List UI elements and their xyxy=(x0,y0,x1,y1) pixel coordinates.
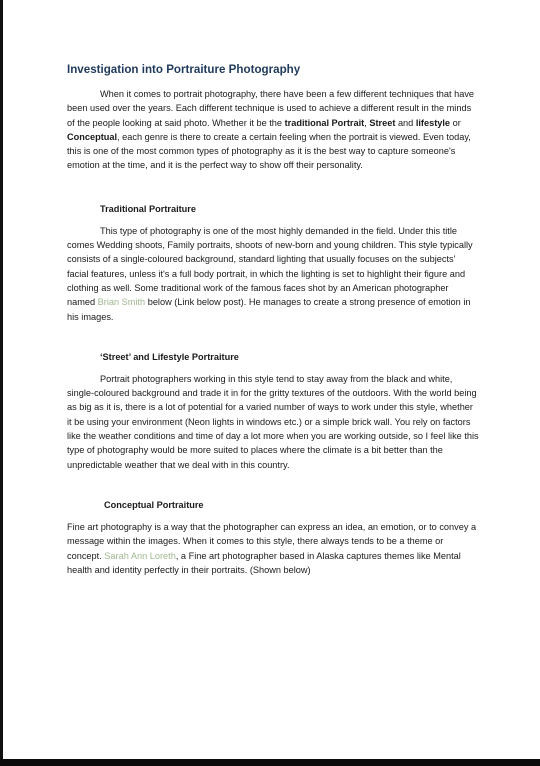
traditional-paragraph xyxy=(67,224,479,324)
intro-text-1: When it comes to portrait photography, there have been a few different techniques that have been used over the years. Each different technique is used to achieve a different result in the minds of the people looking at said photo. Whether it be the xyxy=(67,89,475,128)
document-page xyxy=(67,62,479,577)
intro-paragraph xyxy=(67,87,479,173)
section-heading-traditional: Traditional Portraiture xyxy=(100,203,196,214)
traditional-text-2: below (Link below post). He manages to create a strong presence of emotion in his images. xyxy=(67,297,471,322)
link-brian-smith[interactable]: Brian Smith xyxy=(97,297,146,308)
conceptual-text-2: , a Fine art photographer based in Alaska captures themes like Mental health and identity perfectly in their portraits. (Shown below) xyxy=(67,550,461,575)
link-sarah-ann-loreth[interactable]: Sarah Ann Loreth xyxy=(104,550,176,561)
street-paragraph: Portrait photographers working in this style tend to stay away from the black and white, single-coloured background and trade it in for the gritty textures of the outdoors. With the world being as big as it is, there is a lot of potential for a varied number of ways to work under this style, whether it be using your environment (Neon lights in windows etc.) or a simple brick wall. You rely on factors like the weather conditions and time of day a lot more when you are working outside, so I feel like this type of photography would be more suited to places where the climate is a bit better than the unpredictable weather that we deal with in this country. xyxy=(67,373,479,470)
document-title: Investigation into Portraiture Photography xyxy=(67,63,301,76)
section-heading-street: ‘Street’ and Lifestyle Portraiture xyxy=(100,351,239,362)
intro-bold-street: Street xyxy=(369,117,396,128)
intro-text-2: , xyxy=(364,117,370,128)
intro-bold-traditional: traditional Portrait xyxy=(284,117,365,128)
conceptual-paragraph xyxy=(67,520,479,577)
page-edge-bottom xyxy=(0,759,540,766)
intro-text-4: or xyxy=(450,117,461,128)
intro-text-3: and xyxy=(395,117,416,128)
traditional-text-1: This type of photography is one of the most highly demanded in the field. Under this title comes Wedding shoots, Family portraits, shoots of new-born and young children. This style typically consists of a single-coloured background, standard lighting that usually focuses on the subjects' facial features, unless it's a full body portrait, in which the lighting is set to highlight their figure and clothing as well. Some traditional work of the famous faces shot by an American photographer named xyxy=(67,225,473,308)
intro-text-5: , each genre is there to create a certain feeling when the portrait is viewed. Even today, this is one of the most common types of photography as it is the best way to capture someone's emotion at the time, and it is the perfect way to show off their personality. xyxy=(67,131,471,171)
section-heading-conceptual: Conceptual Portraiture xyxy=(104,499,204,510)
page-edge-left xyxy=(0,0,3,766)
intro-bold-conceptual: Conceptual xyxy=(67,131,118,142)
intro-bold-lifestyle: lifestyle xyxy=(415,117,451,128)
conceptual-text-1: Fine art photography is a way that the photographer can express an idea, an emotion, or to convey a message within the images. When it comes to this style, there always tends to be a theme or concept. xyxy=(67,521,477,561)
